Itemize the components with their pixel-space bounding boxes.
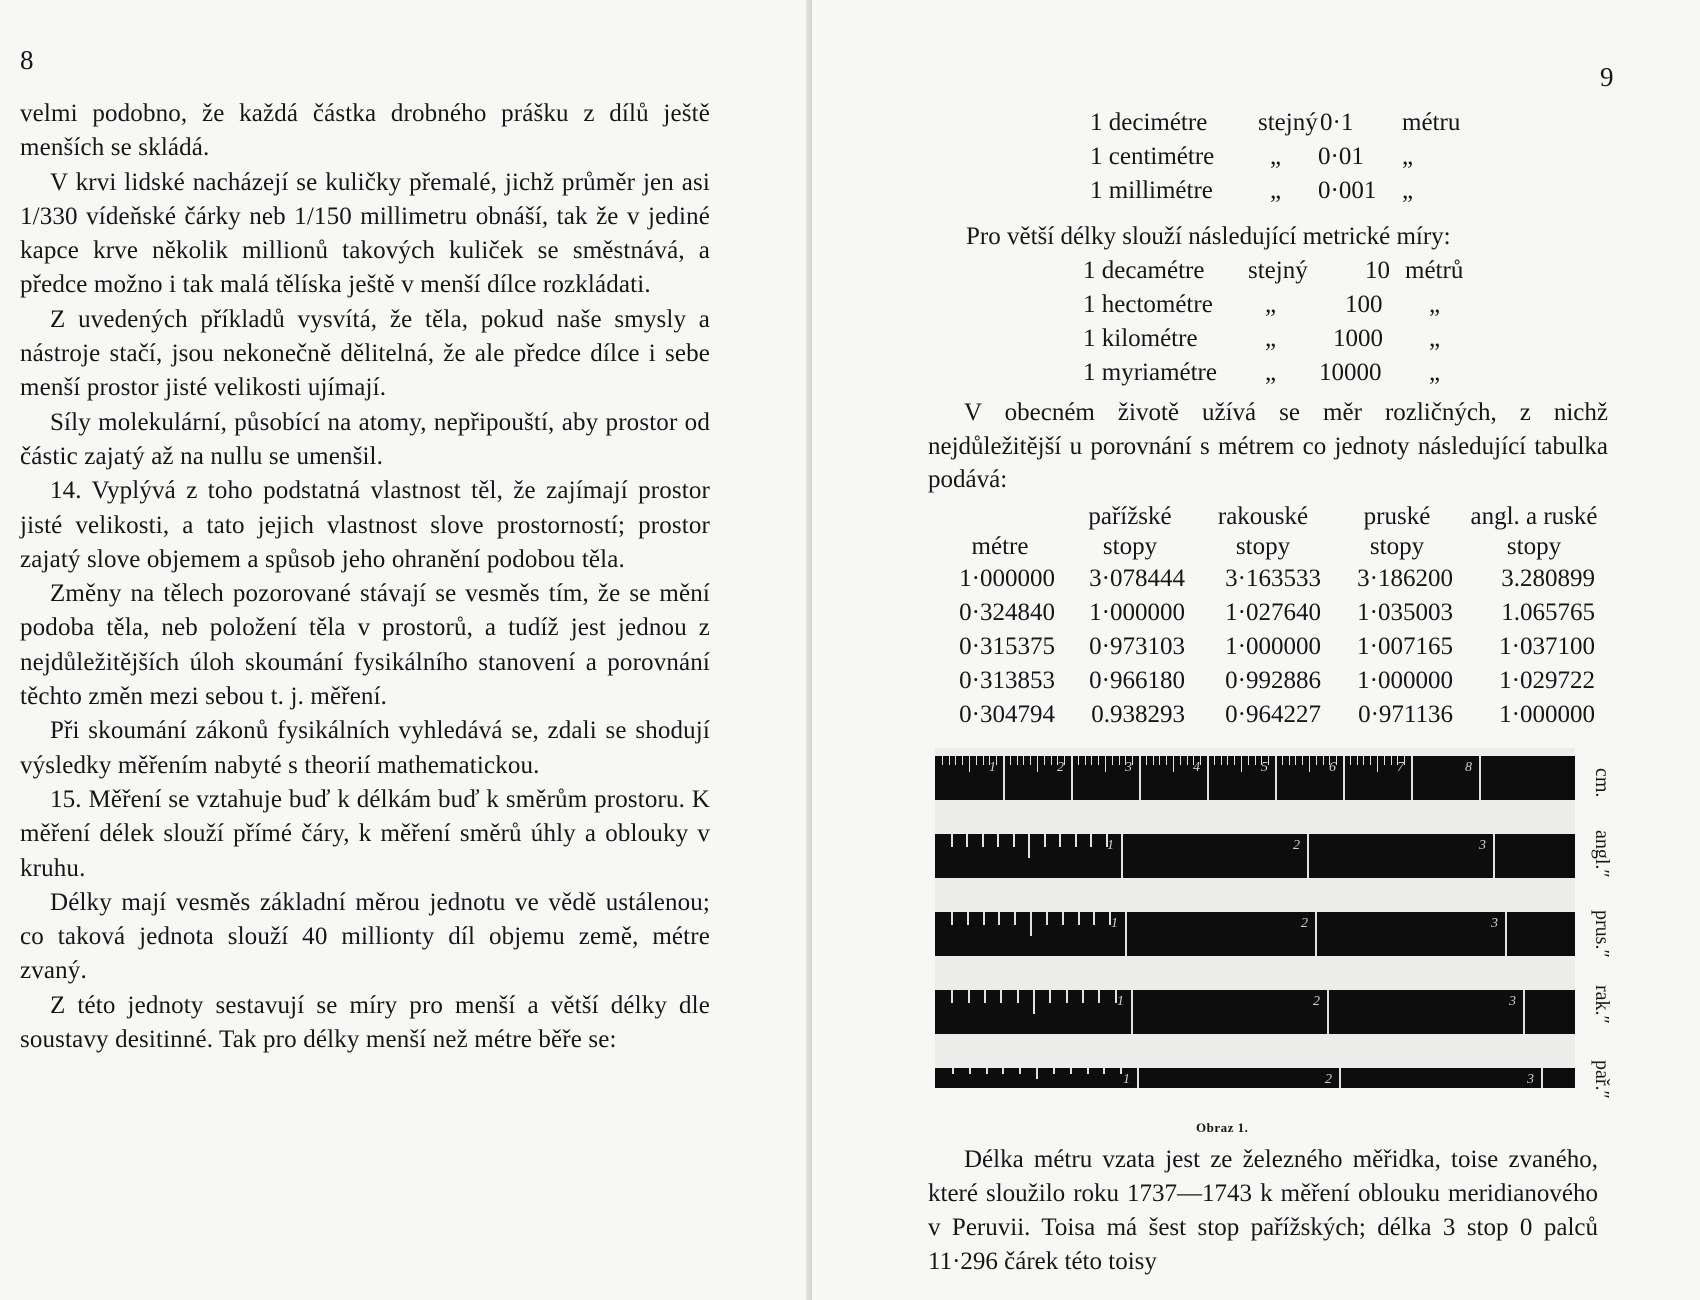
ruler-digit: 4 xyxy=(1193,760,1200,775)
ruler-label-text: cm. xyxy=(1591,768,1613,798)
ruler-digit: 7 xyxy=(1397,760,1404,775)
ruler-major-tick xyxy=(1315,912,1317,956)
ruler-digit: 2 xyxy=(1293,838,1300,853)
table-row xyxy=(935,630,1605,664)
paragraph: Z této jednoty sestavují se míry pro menší a větší délky dle soustavy desitinné. Tak pro délky menší než métre běře se: xyxy=(20,991,710,1054)
table-cell: 0·966180 xyxy=(1089,667,1185,694)
ruler-minor-tick xyxy=(1112,756,1113,765)
table-cell: 0·304794 xyxy=(959,701,1055,728)
measure-name: 1 centimétre xyxy=(1090,143,1215,170)
ruler-major-tick xyxy=(1121,834,1123,878)
left-text-column xyxy=(20,97,710,1057)
measure-unit: „ xyxy=(1429,291,1441,318)
page-number: 9 xyxy=(1600,62,1614,92)
paragraph: Z uvedených příkladů vysvítá, že těla, pokud naše smysly a nástroje stačí, jsou nekonečně dělitelná, že ale předce dílce i sebe menší prostor jisté velikosti ujímají. xyxy=(20,305,710,402)
closing-paragraph xyxy=(928,1143,1598,1279)
ruler-minor-tick xyxy=(1062,912,1064,925)
table-cell: 0·315375 xyxy=(959,633,1055,660)
ruler-minor-tick xyxy=(1166,756,1167,765)
ruler-minor-tick xyxy=(1105,756,1106,772)
ruler-minor-tick xyxy=(1221,756,1222,765)
measure-name: 1 decamétre xyxy=(1083,257,1205,284)
ruler-minor-tick xyxy=(1044,834,1046,847)
ruler-major-tick xyxy=(1479,756,1481,800)
ruler-minor-tick xyxy=(1120,1068,1122,1074)
ruler-major-tick xyxy=(1071,756,1073,800)
paragraph: Délky mají vesměs základní měrou jednotu ve vědě ustálenou; co taková jednota slouží 40 millionty díl objemu země, métre zvaný. xyxy=(20,888,710,985)
ruler-minor-tick xyxy=(1255,756,1256,765)
ruler-minor-tick xyxy=(1059,834,1061,847)
measure-unit: métrů xyxy=(1405,257,1464,284)
ruler-minor-tick xyxy=(1350,756,1351,765)
ruler-major-tick xyxy=(1125,912,1127,956)
measure-name: 1 myriamétre xyxy=(1083,359,1217,386)
measure-value: 10 xyxy=(1365,257,1390,284)
ruler-minor-tick xyxy=(996,756,997,765)
ruler-digit: 3 xyxy=(1479,838,1486,853)
ruler-digit: 3 xyxy=(1527,1072,1534,1087)
ruler-minor-tick xyxy=(1323,756,1324,765)
ruler-label-text: prus.″ xyxy=(1591,910,1613,958)
ruler-minor-tick xyxy=(1200,756,1201,765)
ruler-minor-tick xyxy=(1082,990,1084,1003)
ruler-minor-tick xyxy=(1159,756,1160,765)
paragraph: Při skoumání zákonů fysikálních vyhledává se, zdali se shodují výsledky měřením nabyté s theorií mathematickou. xyxy=(20,717,710,779)
ruler-minor-tick xyxy=(949,756,950,765)
column-header: pruské stopy xyxy=(1363,503,1431,560)
measure-value: 10000 xyxy=(1319,359,1382,386)
measure-unit: „ xyxy=(1402,177,1414,204)
ruler-major-tick xyxy=(1523,990,1525,1034)
ruler-minor-tick xyxy=(983,756,984,765)
ruler-english xyxy=(935,834,1575,878)
ruler-digit: 2 xyxy=(1313,994,1320,1009)
table-cell: 0.938293 xyxy=(1091,701,1185,728)
ruler-minor-tick xyxy=(1036,1068,1038,1079)
measure-name: 1 millimétre xyxy=(1090,177,1213,204)
ruler-minor-tick xyxy=(1241,756,1242,772)
ruler-minor-tick xyxy=(1093,912,1095,925)
measure-unit: „ xyxy=(1402,143,1414,170)
table-intro: V obecném životě užívá se měr rozličných, z nichž nejdůležitější u porovnání s métrem co jednoty následující tabulka podává: xyxy=(928,399,1608,493)
paragraph: velmi podobno, že každá částka drobného prášku z dílů ještě menších se skládá. xyxy=(20,100,710,162)
ruler-minor-tick xyxy=(969,1068,971,1074)
ruler-minor-tick xyxy=(1051,756,1052,765)
ruler-minor-tick xyxy=(1090,834,1092,847)
ruler-minor-tick xyxy=(982,834,984,847)
table-row xyxy=(935,664,1605,698)
ruler-digit: 1 xyxy=(1111,916,1118,931)
measure-unit: métru xyxy=(1402,109,1461,136)
ruler-minor-tick xyxy=(1049,990,1051,1003)
ruler-minor-tick xyxy=(1085,756,1086,765)
ruler-minor-tick xyxy=(1214,756,1215,765)
ruler-comparison-figure xyxy=(935,748,1575,1088)
ruler-minor-tick xyxy=(1075,834,1077,847)
ruler-minor-tick xyxy=(1370,756,1371,765)
ruler-minor-tick xyxy=(1384,756,1385,765)
ruler-minor-tick xyxy=(1391,756,1392,765)
column-header: pařížské stopy xyxy=(1088,503,1172,560)
ruler-minor-tick xyxy=(1023,756,1024,765)
ruler-minor-tick xyxy=(951,912,953,925)
measure-value: 0·01 xyxy=(1318,143,1364,170)
ruler-digit: 2 xyxy=(1057,760,1064,775)
column-header: angl. a ruské stopy xyxy=(1470,503,1598,560)
ruler-major-tick xyxy=(1339,1068,1341,1088)
ruler-major-tick xyxy=(1003,756,1005,800)
ruler-minor-tick xyxy=(951,990,953,1003)
measure-relation: stejný xyxy=(1258,109,1318,136)
measure-relation: stejný xyxy=(1248,257,1308,284)
ruler-minor-tick xyxy=(1377,756,1378,772)
ruler-digit: 3 xyxy=(1491,916,1498,931)
table-cell: 1·000000 xyxy=(1225,633,1321,660)
page-number: 8 xyxy=(20,45,34,75)
ruler-major-tick xyxy=(1139,756,1141,800)
ruler-major-tick xyxy=(1541,1068,1543,1088)
larger-measures-intro: Pro větší délky slouží následující metrické míry: xyxy=(966,223,1451,250)
ruler-minor-tick xyxy=(1070,1068,1072,1074)
table-header-row xyxy=(935,502,1605,562)
table-cell: 1·037100 xyxy=(1499,633,1595,660)
ruler-label-text: rak.″ xyxy=(1591,985,1613,1024)
column-header: rakouské stopy xyxy=(1217,503,1309,560)
ruler-minor-tick xyxy=(952,1068,954,1074)
ruler-minor-tick xyxy=(1017,756,1018,765)
column-header: métre xyxy=(971,533,1029,560)
ruler-digit: 3 xyxy=(1509,994,1516,1009)
ruler-minor-tick xyxy=(1282,756,1283,765)
ruler-label xyxy=(1583,985,1623,1025)
ruler-major-tick xyxy=(1207,756,1209,800)
table-row xyxy=(935,698,1605,732)
ruler-minor-tick xyxy=(1289,756,1290,765)
ruler-minor-tick xyxy=(967,912,969,925)
ruler-minor-tick xyxy=(976,756,977,765)
ruler-major-tick xyxy=(1411,756,1413,800)
ruler-minor-tick xyxy=(1180,756,1181,765)
ruler-label xyxy=(1583,768,1623,808)
ruler-minor-tick xyxy=(997,834,999,847)
ruler-minor-tick xyxy=(1014,912,1016,925)
measure-value: 0·1 xyxy=(1320,109,1354,136)
measure-relation: „ xyxy=(1265,325,1277,352)
ruler-digit: 8 xyxy=(1465,760,1472,775)
table-cell: 0·964227 xyxy=(1225,701,1321,728)
ruler-minor-tick xyxy=(1295,756,1296,765)
ruler-minor-tick xyxy=(1030,756,1031,765)
ruler-minor-tick xyxy=(1404,756,1405,765)
measure-value: 0·001 xyxy=(1318,177,1377,204)
ruler-minor-tick xyxy=(1363,756,1364,765)
ruler-digit: 2 xyxy=(1325,1072,1332,1087)
measure-unit: „ xyxy=(1429,325,1441,352)
ruler-major-tick xyxy=(1131,990,1133,1034)
ruler-minor-tick xyxy=(1248,756,1249,765)
ruler-major-tick xyxy=(1137,1068,1139,1088)
table-row xyxy=(935,596,1605,630)
ruler-minor-tick xyxy=(1091,756,1092,765)
measure-relation: „ xyxy=(1270,177,1282,204)
ruler-minor-tick xyxy=(1309,756,1310,772)
ruler-label xyxy=(1583,830,1623,878)
table-row xyxy=(935,562,1605,596)
ruler-minor-tick xyxy=(1234,756,1235,765)
table-cell: 3·186200 xyxy=(1357,565,1453,592)
ruler-minor-tick xyxy=(1316,756,1317,765)
paragraph: Délka métru vzata jest ze železného měřidka, toise zvaného, které sloužilo roku 1737—1743 k měření oblouku meridianového v Peruvii. Toisa má šest stop pařížských; délka 3 stop 0 palců 11·296 čárek této toisy xyxy=(928,1146,1598,1275)
ruler-minor-tick xyxy=(1019,1068,1021,1074)
ruler-minor-tick xyxy=(1030,912,1032,936)
ruler-minor-tick xyxy=(1268,756,1269,765)
ruler-minor-tick xyxy=(1044,756,1045,765)
ruler-minor-tick xyxy=(1302,756,1303,765)
table-cell: 1·000000 xyxy=(1499,701,1595,728)
paragraph: 14. Vyplývá z toho podstatná vlastnost těl, že zajímají prostor jisté velikosti, a tato jejich vlastnost slove prostorností; prostor zajatý slove objemem a spůsob jeho ohranění podobou těla. xyxy=(20,477,710,573)
table-cell: 3·163533 xyxy=(1225,565,1321,592)
ruler-major-tick xyxy=(1275,756,1277,800)
ruler-label-text: angl.″ xyxy=(1591,830,1613,878)
table-cell: 1·000000 xyxy=(1089,599,1185,626)
ruler-minor-tick xyxy=(1064,756,1065,765)
ruler-minor-tick xyxy=(986,1068,988,1074)
figure-caption: Obraz 1. xyxy=(1196,1120,1249,1135)
paragraph: V krvi lidské nacházejí se kuličky přemalé, jichž průměr jen asi 1/330 vídeňské čárky neb 1/150 millimetru obnáší, tak že v jediné kapce krve několik millionů takových kuliček se směstnává, a předce možno i tak malá tělíska ještě v menší dílce rozkládati. xyxy=(20,168,710,299)
ruler-minor-tick xyxy=(951,834,953,847)
ruler-minor-tick xyxy=(969,756,970,772)
paragraph: Změny na tělech pozorované stávají se vesměs tím, že se mění podoba těla, neb položení těla v prostorů, a tudíž jest jednou z nejdůležitějších úloh skoumání fysikálního stanovení a porovnání těchto změn mezi sebou t. j. měření. xyxy=(20,580,710,711)
ruler-minor-tick xyxy=(1173,756,1174,772)
table-cell: 1.065765 xyxy=(1501,599,1595,626)
ruler-minor-tick xyxy=(1103,1068,1105,1074)
ruler-major-tick xyxy=(1327,990,1329,1034)
left-page xyxy=(0,0,812,1300)
measure-name: 1 kilométre xyxy=(1083,325,1198,352)
ruler-prussian xyxy=(935,912,1575,956)
ruler-minor-tick xyxy=(1098,756,1099,765)
ruler-minor-tick xyxy=(962,756,963,765)
table-cell: 0·973103 xyxy=(1089,633,1185,660)
ruler-digit: 1 xyxy=(1117,994,1124,1009)
ruler-major-tick xyxy=(1343,756,1345,800)
ruler-minor-tick xyxy=(1037,756,1038,772)
ruler-parisian xyxy=(935,1068,1575,1088)
ruler-digit: 5 xyxy=(1261,760,1268,775)
ruler-digit: 1 xyxy=(1123,1072,1130,1087)
ruler-minor-tick xyxy=(983,912,985,925)
ruler-digit: 1 xyxy=(1107,838,1114,853)
ruler-minor-tick xyxy=(1098,990,1100,1003)
measure-relation: „ xyxy=(1265,359,1277,386)
table-cell: 3.280899 xyxy=(1501,565,1595,592)
ruler-minor-tick xyxy=(1119,756,1120,765)
ruler-minor-tick xyxy=(1078,756,1079,765)
paragraph: Síly molekulární, působící na atomy, nepřipouští, aby prostor od částic zajatý až na nullu se umenšil. xyxy=(20,408,710,470)
table-cell: 0·324840 xyxy=(959,599,1055,626)
measure-value: 1000 xyxy=(1333,325,1383,352)
ruler-minor-tick xyxy=(1146,756,1147,765)
table-cell: 0·313853 xyxy=(959,667,1055,694)
ruler-major-tick xyxy=(1493,834,1495,878)
ruler-minor-tick xyxy=(1028,834,1030,858)
conversion-table xyxy=(935,502,1605,732)
ruler-minor-tick xyxy=(1187,756,1188,765)
ruler-minor-tick xyxy=(1013,834,1015,847)
ruler-minor-tick xyxy=(1033,990,1035,1014)
measure-relation: „ xyxy=(1265,291,1277,318)
ruler-minor-tick xyxy=(1336,756,1337,765)
measure-name: 1 hectométre xyxy=(1083,291,1213,318)
table-cell: 3·078444 xyxy=(1089,565,1185,592)
table-cell: 1·027640 xyxy=(1225,599,1321,626)
measure-name: 1 decimétre xyxy=(1090,109,1208,136)
measure-relation: „ xyxy=(1270,143,1282,170)
ruler-minor-tick xyxy=(1132,756,1133,765)
ruler-digit: 3 xyxy=(1125,760,1132,775)
ruler-digit: 2 xyxy=(1301,916,1308,931)
ruler-austrian xyxy=(935,990,1575,1034)
ruler-minor-tick xyxy=(1017,990,1019,1003)
ruler-minor-tick xyxy=(1053,1068,1055,1074)
ruler-minor-tick xyxy=(984,990,986,1003)
ruler-label-text: pař.″ xyxy=(1591,1060,1613,1099)
ruler-minor-tick xyxy=(1046,912,1048,925)
ruler-minor-tick xyxy=(1227,756,1228,765)
ruler-minor-tick xyxy=(966,834,968,847)
ruler-cm xyxy=(935,756,1575,800)
ruler-major-tick xyxy=(1505,912,1507,956)
ruler-minor-tick xyxy=(942,756,943,765)
ruler-minor-tick xyxy=(1357,756,1358,765)
table-cell: 1·035003 xyxy=(1357,599,1453,626)
ruler-minor-tick xyxy=(955,756,956,765)
ruler-minor-tick xyxy=(1078,912,1080,925)
ruler-label xyxy=(1583,1060,1623,1100)
table-cell: 1·007165 xyxy=(1357,633,1453,660)
ruler-minor-tick xyxy=(968,990,970,1003)
table-cell: 1·000000 xyxy=(959,565,1055,592)
ruler-label xyxy=(1583,910,1623,958)
ruler-minor-tick xyxy=(1087,1068,1089,1074)
ruler-minor-tick xyxy=(1002,1068,1004,1074)
paragraph: 15. Měření se vztahuje buď k délkám buď k směrům prostoru. K měření délek slouží přímé čáry, k měření směrů úhly a oblouky v kruhu. xyxy=(20,785,710,882)
ruler-minor-tick xyxy=(1066,990,1068,1003)
ruler-digit: 1 xyxy=(989,760,996,775)
ruler-minor-tick xyxy=(998,912,1000,925)
ruler-major-tick xyxy=(1307,834,1309,878)
measure-unit: „ xyxy=(1429,359,1441,386)
table-cell: 1·000000 xyxy=(1357,667,1453,694)
ruler-minor-tick xyxy=(1010,756,1011,765)
ruler-digit: 6 xyxy=(1329,760,1336,775)
table-cell: 1·029722 xyxy=(1499,667,1595,694)
table-cell: 0·971136 xyxy=(1358,701,1453,728)
table-cell: 0·992886 xyxy=(1225,667,1321,694)
ruler-minor-tick xyxy=(1153,756,1154,765)
measure-value: 100 xyxy=(1345,291,1383,318)
ruler-minor-tick xyxy=(1000,990,1002,1003)
